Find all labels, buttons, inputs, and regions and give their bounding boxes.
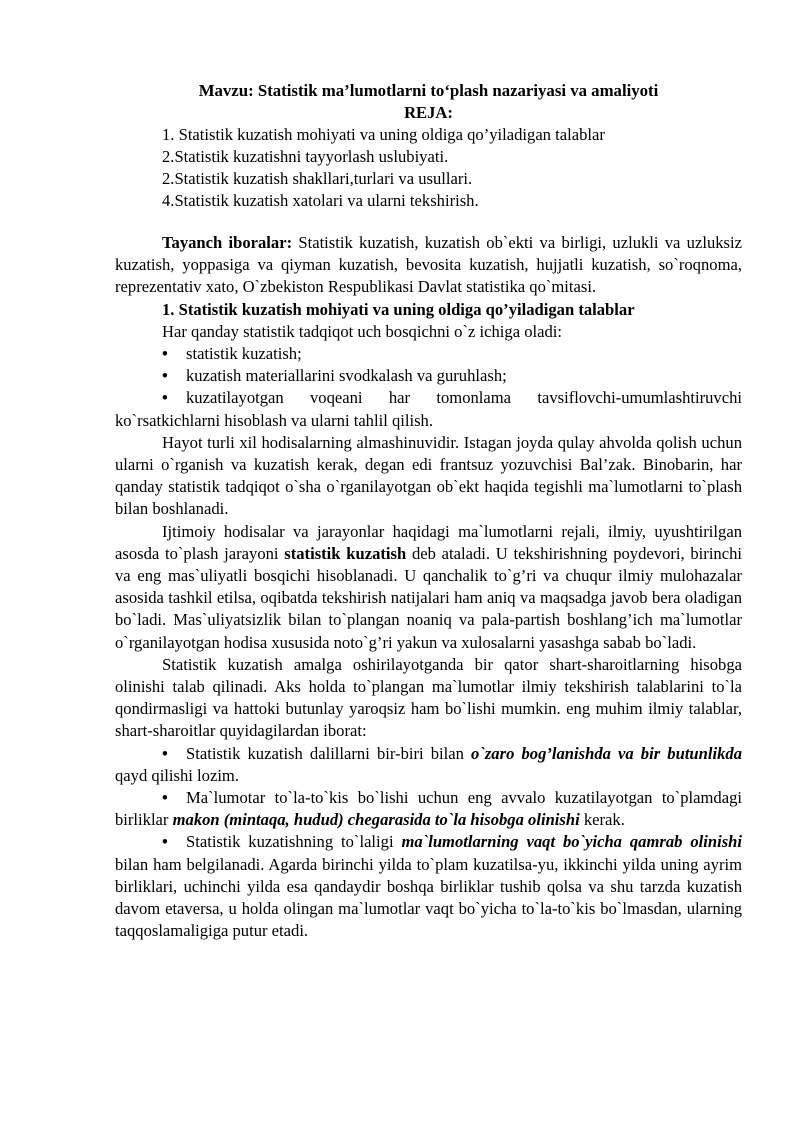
plan-item: 2.Statistik kuzatishni tayyorlash uslubiyati. [162, 147, 449, 166]
requirement-item [115, 831, 742, 942]
text-run: Ijtimoiy hodisalar va jarayonlar haqidagi ma`lumotlarni rejali, ilmiy, uyushtirilgan asosda to`plash jarayoni [115, 521, 742, 563]
list-item-text: statistik kuzatish; [186, 344, 302, 364]
keywords-label: Tayanch iboralar: [162, 233, 293, 252]
list-item [115, 365, 742, 387]
emphasis-term: statistik kuzatish [284, 543, 407, 563]
paragraph: Hayot turli xil hodisalarning almashinuvidir. Istagan joyda qulay ahvolda qolish uchun ularni o`rganish va kuzatish kerak, degan edi frantsuz yozuvchisi Bal’zak. Binobarin, har qanday statistik tadqiqot o`sha o`rganilayotgan ob`ekt haqida tegishli ma`lumotlarni to`plash bilan boshlanadi. [115, 432, 742, 519]
plan-list [162, 124, 605, 212]
requirement-item [115, 787, 742, 831]
paragraph [115, 521, 742, 654]
list-item-text: kuzatish materiallarini svodkalash va guruhlash; [186, 366, 507, 386]
keywords-text: Statistik kuzatish, kuzatish ob`ekti va birligi, uzlukli va uzluksiz kuzatish, yoppasiga va qiyman kuzatish, bevosita kuzatish, hujjatli kuzatish, so`roqnoma, reprezentativ xato, O`zbekiston Respublikasi Davlat statistika qo`mitasi. [115, 233, 742, 297]
text-run: Statistik kuzatishning to`laligi [186, 832, 402, 852]
paragraph: Statistik kuzatish amalga oshirilayotganda bir qator shart-sharoitlarning hisobga olinishi talab qilinadi. Aks holda to`plangan ma`lumotlar ilmiy tekshirish talablarini to`la qondirmasligi va hattoki butunlay yaroqsiz ham bo`lishi mumkin. eng muhim ilmiy talablar, shart-sharoitlar quyidagilardan iborat: [115, 654, 742, 741]
document-title: Mavzu: Statistik ma’lumotlarni to‘plash nazariyasi va amaliyoti [198, 81, 659, 100]
bullet-icon [162, 743, 186, 765]
list-item [115, 343, 742, 365]
plan-heading: REJA: [404, 103, 453, 122]
list-item-text: kuzatilayotgan voqeani har tomonlama tavsiflovchi-umumlashtiruvchi ko`rsatkichlarni hisoblash va ularni tahlil qilish. [115, 388, 742, 430]
text-run: kerak. [579, 810, 625, 830]
document-body [115, 232, 742, 943]
plan-item: 1. Statistik kuzatish mohiyati va uning oldiga qo’yiladigan talablar [162, 125, 605, 144]
text-run: Statistik kuzatish dalillarni bir-biri bilan [186, 743, 472, 763]
section-heading: 1. Statistik kuzatish mohiyati va uning oldiga qo’yiladigan talablar [162, 299, 635, 319]
text-run: deb ataladi. U tekshirishning poydevori, birinchi va eng mas`uliyatli bosqichi hisoblanadi. U qanchalik to`g’ri va chuqur ilmiy mulohazalar asosida tashkil etilsa, oqibatda tekshirish natijalari ham aniq va maqsadga javob bera oladigan bo`ladi. Mas`uliyatsizlik bilan to`plangan noaniq va pala-partish boshlang’ich ma`lumotlar o`rganilayotgan hodisa xususida noto`g’ri yakun va xulosalarni yasashga sabab bo`ladi. [115, 543, 742, 652]
keywords-paragraph [115, 232, 742, 299]
bullet-icon [162, 387, 186, 409]
text-run: bilan ham belgilanadi. Agarda birinchi yilda to`plam kuzatilsa-yu, ikkinchi yilda uning ayrim birliklari, uchinchi yilda esa qandaydir boshqa birliklar tushib qolsa va shu tarzda kuzatish davom etaversa, u holda olingan ma`lumotlar vaqt bo`yicha to`la-to`kis bo`lmasdan, ularning taqqoslamaligiga putur etadi. [115, 854, 742, 941]
plan-item: 4.Statistik kuzatish xatolari va ularni tekshirish. [162, 191, 479, 210]
emphasis-term: o`zaro bog’lanishda va bir butunlikda [471, 743, 742, 763]
bullet-icon [162, 831, 186, 853]
text-run: Ma`lumotar to`la-to`kis bo`lishi uchun eng avvalo kuzatilayotgan to`plamdagi birliklar [115, 788, 742, 830]
requirement-item [115, 743, 742, 787]
bullet-icon [162, 343, 186, 365]
section-intro: Har qanday statistik tadqiqot uch bosqichni o`z ichiga oladi: [162, 321, 563, 341]
emphasis-term: ma`lumotlarning vaqt bo`yicha qamrab olinishi [401, 832, 743, 852]
bullet-icon [162, 365, 186, 387]
bullet-icon [162, 787, 186, 809]
emphasis-term: makon (mintaqa, hudud) chegarasida to`la hisobga olinishi [172, 810, 580, 830]
list-item [115, 387, 742, 431]
text-run: qayd qilishi lozim. [115, 765, 239, 785]
plan-item: 2.Statistik kuzatish shakllari,turlari va usullari. [162, 169, 473, 188]
